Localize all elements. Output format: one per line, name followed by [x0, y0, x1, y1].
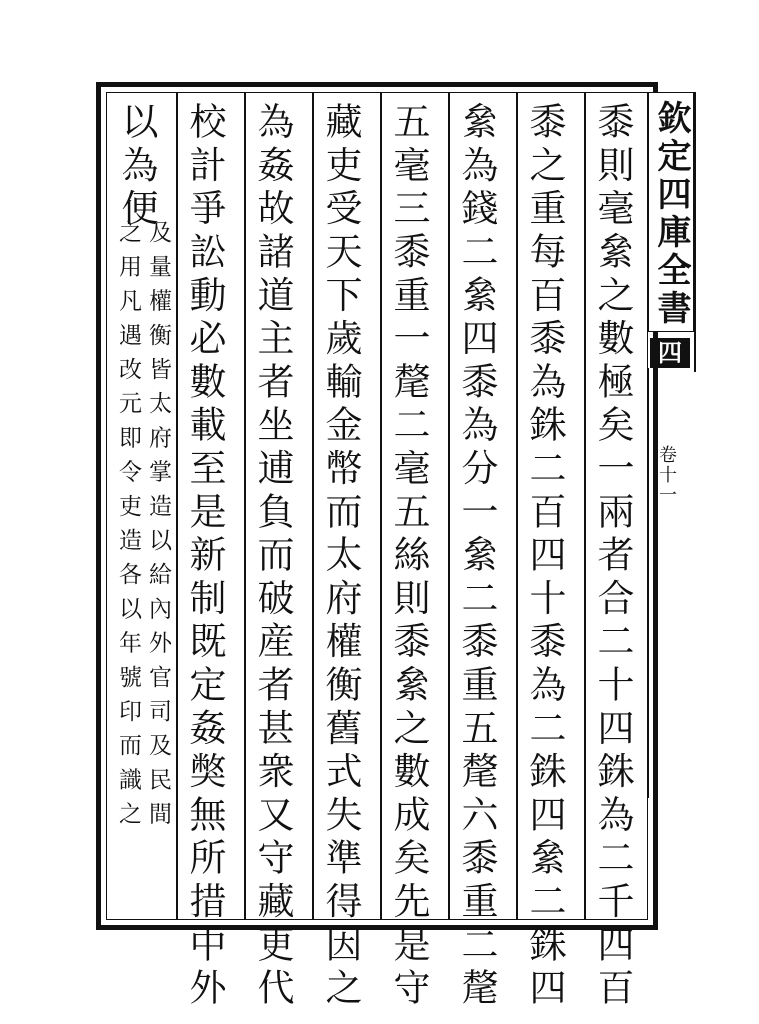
column-rule	[244, 92, 246, 920]
commentary-line-1: 及量權衡皆太府掌造以給內外官司及民間	[145, 220, 171, 836]
text-column-7: 校計爭訟動必數載至是新制既定姦獘無所措中外	[183, 102, 226, 1012]
column-rule	[312, 92, 314, 920]
banner-label: 四	[650, 338, 690, 368]
text-column-8: 以為便	[115, 102, 158, 232]
column-rule	[176, 92, 178, 920]
commentary-line-2: 之用凡遇改元即令吏造各以年號印而識之	[115, 220, 141, 836]
text-column-5: 藏吏受天下歲輸金幣而太府權衡舊式失準得因之	[319, 102, 362, 1012]
banner-edge-rule	[694, 92, 696, 372]
volume-label: 卷十一	[656, 445, 677, 505]
text-column-4: 五毫三黍重一氂二毫五絲則黍絫之數成矣先是守	[387, 102, 430, 1012]
text-column-2: 黍之重每百黍為銖二百四十黍為二銖四絫二銖四	[523, 102, 566, 1012]
text-column-6: 為姦故諸道主者坐逋負而破産者甚衆又守藏更代	[251, 102, 294, 1012]
margin-strip	[648, 368, 694, 798]
column-rule	[584, 92, 586, 920]
column-rule	[448, 92, 450, 920]
book-title: 欽定四庫全書	[651, 100, 691, 328]
text-column-3: 絫為錢二絫四黍為分一絫二黍重五氂六黍重二氂	[455, 102, 498, 1012]
column-rule	[380, 92, 382, 920]
text-column-1: 黍則毫絫之數極矣一兩者合二十四銖為二千四百	[591, 102, 634, 1012]
column-rule	[516, 92, 518, 920]
